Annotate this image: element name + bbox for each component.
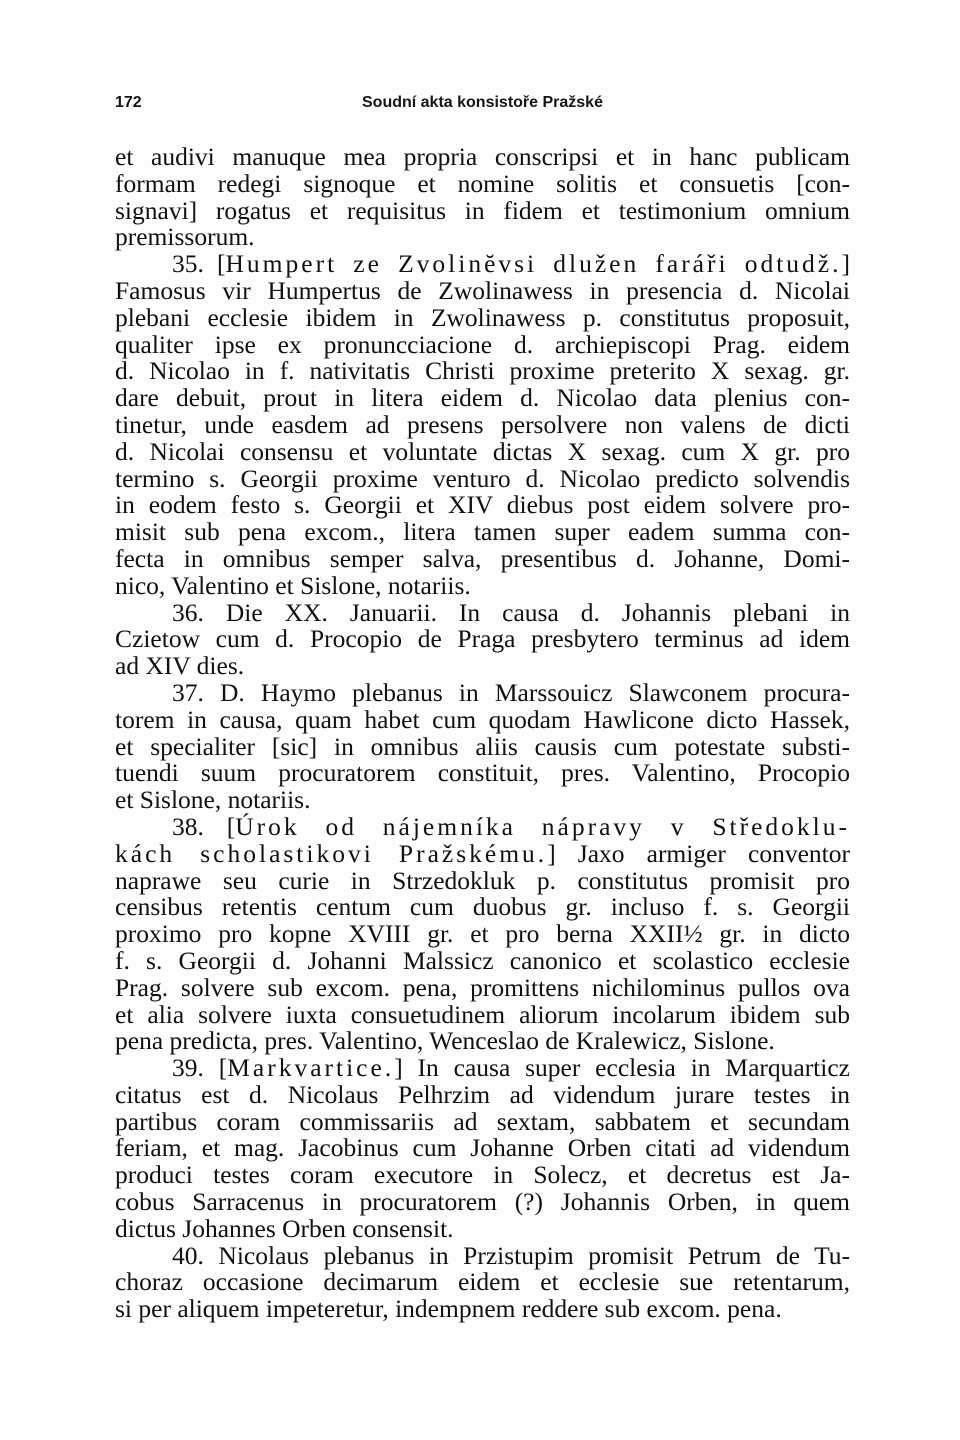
text-line [115,251,850,278]
text-line [115,436,850,466]
text-line [115,358,850,385]
text-segment: proximo pro kopne XVIII gr. et pro berna XXII½ gr. in dicto [115,919,850,949]
text-segment: misit sub pena excom., litera tamen super eadem summa con- [115,517,850,547]
text-line [115,543,850,573]
text-segment: formam redegi signoque et nomine solitis et consuetis [con- [115,168,850,198]
text-segment: citatus est d. Nicolaus Pelhrzim ad videndum jurare testes in [115,1079,850,1109]
text-segment: naprawe seu curie in Strzedokluk p. constitutus promisit pro [115,865,850,895]
text-line [115,653,850,680]
text-line [115,677,850,707]
text-line [115,1296,850,1323]
text-line [115,811,850,841]
text-line [115,329,850,359]
text-line [115,1106,850,1136]
page-header [115,94,850,118]
text-segment: dictus Johannes Orben consensit. [115,1213,454,1243]
text-line [115,1189,850,1216]
text-segment: produci testes coram executore in Solecz, et decretus est Ja- [115,1160,850,1190]
text-segment: ] Jaxo armiger conventor [547,838,850,868]
text-line [115,704,850,734]
text-line [115,570,850,600]
text-line [115,385,850,412]
text-line [115,760,850,787]
text-segment: 38. [ [172,811,236,841]
text-segment: in eodem festo s. Georgii et XIV diebus post eidem solvere pro- [115,490,850,520]
text-line [115,1055,850,1082]
text-segment: et audivi manuque mea propria conscripsi et in hanc publicam [115,142,850,171]
text-segment: 36. Die XX. Januarii. In causa d. Johannis plebani in [172,597,850,627]
text-line [115,597,850,627]
text-segment: choraz occasione decimarum eidem et ecclesie sue retentarum, [115,1267,850,1297]
spaced-heading: Úrok od nájemníka nápravy v Středoklu- [235,811,850,841]
text-segment: signavi] rogatus et requisitus in fidem et testimonium omnium [115,195,850,225]
text-segment: Prag. solvere sub excom. pena, promittens nichilominus pullos ova [115,972,850,1002]
text-segment: ] [841,249,850,279]
text-segment: et specialiter [sic] in omnibus aliis causis cum potestate substi- [115,731,850,761]
text-line [115,865,850,895]
text-segment: censibus retentis centum cum duobus gr. incluso f. s. Georgii [115,892,850,922]
text-line [115,195,850,225]
text-line [115,1028,850,1055]
text-segment: pena predicta, pres. Valentino, Wenceslao de Kralewicz, Sislone. [115,1026,775,1056]
text-line [115,463,850,493]
text-line [115,1079,850,1109]
text-line [115,144,850,171]
text-line [115,302,850,332]
text-line [115,921,850,948]
running-title: Soudní akta konsistoře Pražské [362,94,603,111]
text-line [115,1213,850,1243]
text-segment: d. Nicolai consensu et voluntate dictas X sexag. cum X gr. pro [115,436,850,466]
page-number: 172 [115,94,142,111]
text-segment: f. s. Georgii d. Johanni Malssicz canonico et scolastico ecclesie [115,945,850,975]
text-segment: ad XIV dies. [115,651,245,681]
text-segment: 40. Nicolaus plebanus in Przistupim promisit Petrum de Tu- [172,1240,850,1270]
text-segment: d. Nicolao in f. nativitatis Christi proxime preterito X sexag. gr. [115,356,850,386]
text-line [115,168,850,198]
text-segment: dare debuit, prout in litera eidem d. Nicolao data plenius con- [115,383,850,413]
text-segment: torem in causa, quam habet cum quodam Hawlicone dicto Hassek, [115,704,850,734]
text-line [115,626,850,653]
text-segment: feriam, et mag. Jacobinus cum Johanne Orben citati ad videndum [115,1133,850,1163]
text-line [115,838,850,868]
text-line [115,731,850,761]
text-segment: fecta in omnibus semper salva, presentibus d. Johanne, Domi- [115,543,850,573]
text-segment: plebani ecclesie ibidem in Zwolinawess p. constitutus proposuit, [115,302,850,332]
text-segment: 39. [ [172,1053,228,1083]
text-line [115,787,850,814]
text-segment: cobus Sarracenus in procuratorem (?) Johannis Orben, in quem [115,1187,850,1217]
text-line [115,894,850,921]
text-line [115,1269,850,1296]
spaced-heading: Humpert ze Zvolinĕvsi dlužen faráři odtudž. [225,249,842,279]
text-segment: Famosus vir Humpertus de Zwolinawess in presencia d. Nicolai [115,275,850,305]
text-segment: si per aliquem impeteretur, indempnem reddere sub excom. pena. [115,1294,782,1324]
body-text [115,144,850,1323]
text-line [115,1162,850,1189]
text-line [115,1240,850,1270]
text-line [115,1135,850,1162]
spaced-heading: kách scholastikovi Pražskému. [115,838,548,868]
spaced-heading: Markvartice. [227,1053,395,1083]
text-segment: et alia solvere iuxta consuetudinem aliorum incolarum ibidem sub [115,999,850,1029]
text-segment: tinetur, unde easdem ad presens persolvere non valens de dicti [115,409,850,439]
text-segment: partibus coram commissariis ad sextam, sabbatem et secundam [115,1106,850,1136]
text-segment: nico, Valentino et Sislone, notariis. [115,570,471,600]
text-line [115,409,850,439]
text-line [115,275,850,305]
text-line [115,999,850,1029]
text-line [115,492,850,519]
text-line [115,945,850,975]
text-line [115,224,850,251]
text-segment: Czietow cum d. Procopio de Praga presbytero terminus ad idem [115,624,850,654]
text-line [115,972,850,1002]
text-segment: premissorum. [115,222,255,252]
text-segment: et Sislone, notariis. [115,785,311,815]
text-segment: termino s. Georgii proxime venturo d. Nicolao predicto solvendis [115,463,850,493]
text-segment: 37. D. Haymo plebanus in Marssouicz Slawconem procura- [172,677,850,707]
text-segment: tuendi suum procuratorem constituit, pres. Valentino, Procopio [115,758,850,788]
text-segment: 35. [ [172,249,226,279]
text-segment: ] In causa super ecclesia in Marquarticz [394,1053,850,1083]
text-segment: qualiter ipse ex pronuncciacione d. archiepiscopi Prag. eidem [115,329,850,359]
text-line [115,519,850,546]
